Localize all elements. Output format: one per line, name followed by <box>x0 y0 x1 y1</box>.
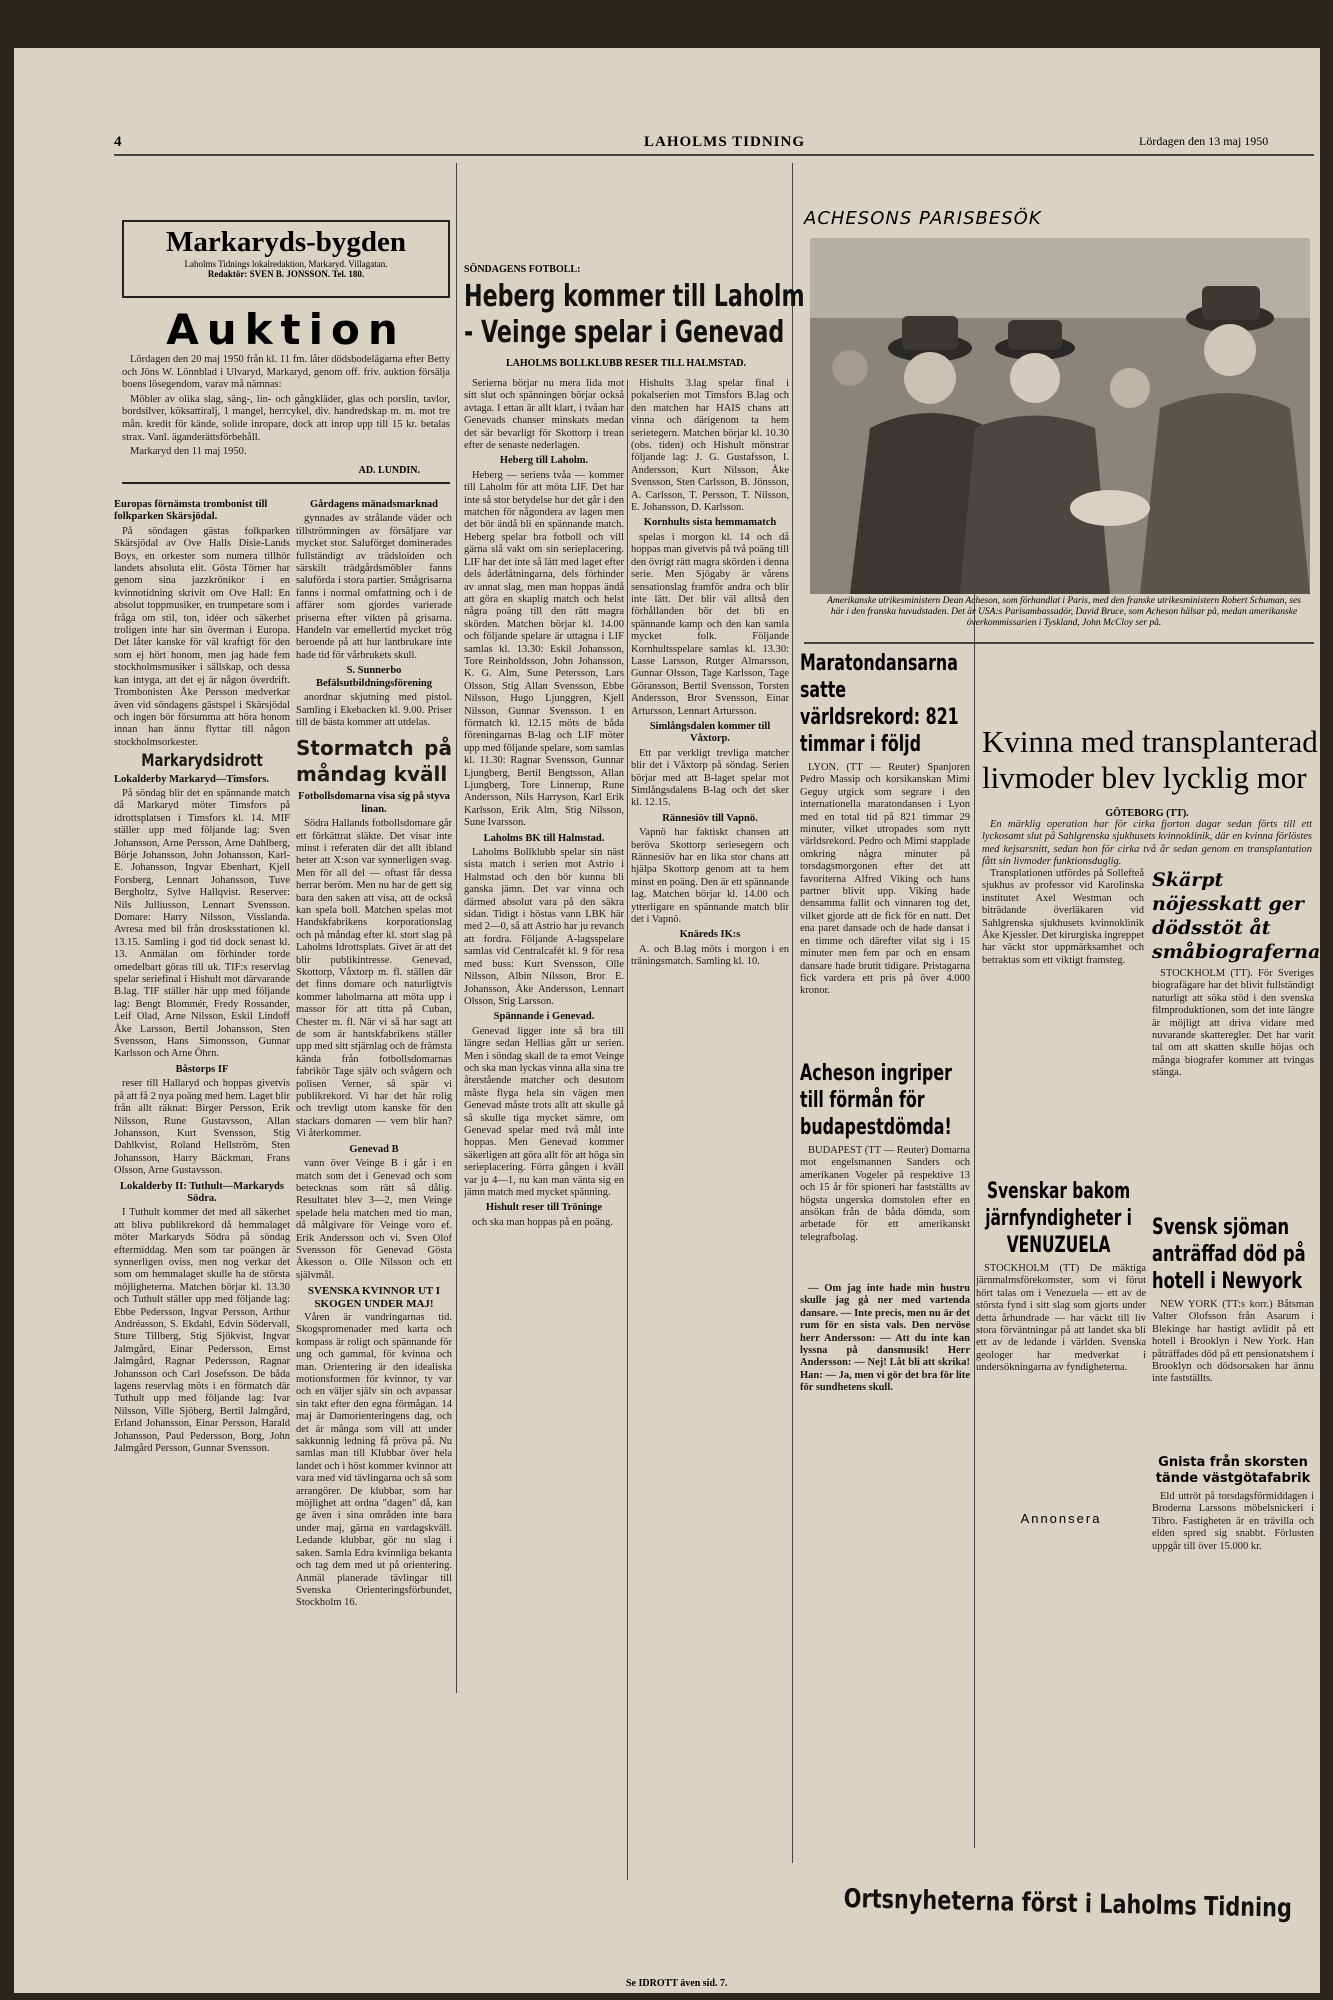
article-headline: Genevad B <box>349 1143 399 1155</box>
article-subhead: Kornhults sista hemmamatch <box>643 517 777 529</box>
auktion-date: Markaryd den 11 maj 1950. <box>130 446 247 458</box>
article-body: På söndagen gästas folkparken Skärsjödal av Ove Halls Disie-Lands Boys, en orkester som numera tillhör landets absoluta elit. Gösta Törner har genom sina jazzkrönikor i en kvinnotidning skrivit om Ove Hall: En absolut toppmusiker, en trumpetare som i fråga om stil, ton, idéer och säkerhet troligen inte har sin överman i Europa. Det låter kanske för väl kraftigt för den som ej hört honom, men jag hade fem stockholmsmusiker i sällskap, och dessa kan intyga, att det ej är någon överdrift. Trombonisten Åke Persson medverkar även vid söndagens gästspel i Skärsjödal och ingen bör försumma att höra honom innan han ännu flyttar till någon stockholmsorkester. <box>114 525 290 748</box>
section-editor: Redaktör: SVEN B. JONSSON. Tel. 180. <box>207 269 365 279</box>
article-body: spelas i morgon kl. 14 och då hoppas man givetvis på två poäng till den övrigt rätt magra skörden i denna serie. Men Sjögaby är vårens sensationslag framför andra och blir inte lätt. Det blir väl alltså den förhållanden bör det bli en spännande kamp och den kan samla mycket folk. Följande Kornhultsspelare samlas kl. 13.30: Lasse Larsson, Rutger Almarsson, Gunnar Olsson, Tage Karlsson, Tage Göransson, Bertil Svensson, Torsten Andersson, Bror Svensson, Einar Artursson, Lennart Artursson. <box>631 531 789 717</box>
article-body: och ska man hoppas på en poäng. <box>472 1216 613 1228</box>
article-body: anordnar skjutning med pistol. Samling i Ekebacken kl. 9.00. Priser till de bästa kommer att utdelas. <box>296 692 452 728</box>
transplant-lead <box>982 819 1312 869</box>
see-idrott-note: Se IDROTT även sid. 7. <box>626 1978 728 1989</box>
transplant-headline: Kvinna med transplanterad livmoder blev lycklig mor <box>982 724 1318 795</box>
column-2-text <box>296 496 452 1948</box>
football-headline-1: Heberg kommer till Laholm <box>464 279 805 314</box>
article-body: På söndag blir det en spännande match då Markaryd möter Timsfors på idrottsplatsen i Timsfors kl. 14. MIF ställer upp med följande lag: Sven Johansson, Arne Persson, Arne Dahlberg, Börje Johansson, John Johansson, Karl-E. Johansson, Ingvar Ebenhart, Kjell Forsberg, Lennart Johansson, Tuve Bergholtz, Sylve Hallqvist. Reserver: Nils Julliusson, Lennart Svensson. Domare: Harry Nilsson, Visslanda. Avresa med bil från drosksstationen kl. 13.15. Samling i god tid dock senast kl. 13. Anmälan om förhinder torde omedelbart göras till uk. TIF:s reservlag spelar seriefinal i Hishult mot därvarande B.lag. TIF ställer här upp med följande lag: Bengt Blommér, Fredy Rossander, Leif Olad, Arne Nilsson, Eskil Lindoff Åke Larsson, Bertil Johansson, Sten Svensson, Hans Simonsson, Gunnar Karlsson och Arne Öhrn. <box>114 787 290 1060</box>
article-body: Eld uttröt på torsdagsförmiddagen i Broderna Larssons möbelsnickeri i Tibro. Fastigheten är en trävilla och elden spred sig snabbt. Förlusten uppgår till över 15.000 kr. <box>1152 1491 1314 1552</box>
column-4 <box>631 378 789 1978</box>
section-header-box <box>122 220 450 298</box>
photo-caption: Amerikanske utrikesministern Dean Acheson, som förhandlat i Paris, med den franske utrikesministern Robert Schuman, ses här i den franska huvudstaden. Det är USA:s Parisambassadör, David Bruce, som Acheson hälsar på, medan amerikanske överkommissarien i Tyskland, John McCloy ser på. <box>827 596 1301 628</box>
article-body: LYON. (TT — Reuter) Spanjoren Pedro Massip och korsikanskan Mimi Geguy utgick som segrare i den internationella maratondansen i Lyon med en total tid på 821 timmar 29 minuter, vilket utropades som nytt världsrekord. Pedro och Mimi stapplade omkring några minuter på torsdagsmorgonen efter det att favoriterna Alfred Viking och hans partner blivit upp. Viking hade densamma fallit och vinnaren tog det, vilket gjorde att de fick för en natt. Det ena paret dansade och de hade dansat i en timme och därefter vilat sig i 15 minuter men fem par och en ensam dansare hade brutit tidigare. Pristagarna fick vardera ett pris på över 4.000 kronor. <box>800 762 970 997</box>
venezuela-article <box>976 1178 1146 1788</box>
marathon-text <box>800 762 970 1052</box>
venezuela-headline: Svenskar bakom järnfyndigheter i VENUZUELA <box>985 1179 1132 1258</box>
column-1-text <box>114 496 290 1948</box>
nojesskatt-text <box>1152 968 1314 1208</box>
humor-body: — Om jag inte hade min hustru skulle jag gå ner med vartenda dansare. — Inte precis, men nu är det rum för en sista vals. Den nervöse herr Andersson: — Att du inte kan lyssna på dansmusik! Herr Andersson: — Nej! Låt bli att skrika! Han: — Ja, men vi gör det bra för lite för sundhetens skull. <box>800 1283 970 1394</box>
venezuela-text <box>976 1263 1146 1503</box>
article-headline: S. Sunnerbo Befälsutbildningsförening <box>316 665 432 689</box>
page-number: 4 <box>114 134 122 150</box>
article-subhead: Spännande i Genevad. <box>493 1011 595 1023</box>
article-lead: En märklig operation har för cirka fjorton dagar sedan förts till ett lyckosamt slut på Sahlgrenska sjukhusets kvinnoklinik, där en kvinna förlöstes med kejsarsnitt, sedan hon för cirka två år sedan genom en transplantation fått sin livmoder funktionsduglig. <box>982 819 1312 868</box>
article-subhead: Heberg till Laholm. <box>499 455 589 467</box>
article-body: Södra Hallands fotbollsdomare går ett förkättrat släkte. Det visar inte minst i referaten där det allt ibland heter att X:son var synnerligen svag. Men för all del — oftast får dessa herrar beröm. Men nu har de gett sig bara den saken att visa, att de också kan spela boll. Matchen spelas mot Handskfabrikens korporationslag och på måndag efter kl. stort slag på Laholms Idrottsplats. Givet är att det blir publikintresse. Genevad, Skottorp, Våxtorp m. fl. ställen där det finns domare och naturligtvis kommer laholmarna att möta upp i massor för att titta på Cuban, Chester m. fl. När vi så har sagt att de som är hantskfabrikens ställer upp med sitt stjärnlag och de främsta kända från fotbollsdomarnas fabrikör Tage själv och svågern och polisen Verner, så spär vi publikrekord. Vi har det här rolig och trevligt utom kanske för den stackars domaren — vem blir han? Vi återkommer. <box>296 818 452 1140</box>
acheson-text <box>800 1145 970 1275</box>
article-headline: Gårdagens mänadsmarknad <box>309 499 439 510</box>
article-body: vann över Veinge B i går i en match som det i Genevad och som betecknas som rätt så dålig. Resultatet blev 3—2, men Veinge spelade hela matchen med tio man, då målgivare för Veinge voro ef. Erik Andersson och vi. Sven Olof Svensson för Genevad Gösta Åkesson o. Olle Nilsson och ett självmål. <box>296 1158 452 1281</box>
article-body: Genevad ligger inte så bra till längre sedan Hellias gått ur serien. Men i söndag skall de ta emot Veinge och ska man lyckas vinna alla sina tre återstående matcher och desutom måste flyga hela sin vägen men Genevad måste trots allt att skulle gå så skulle tiga mycket sämre, om Genevad spelar med två mål inte hoppas. Men Genevad kommer säkerligen att göra allt för att höga sin serieplacering. Förra gången i kväll var ju 4—1, nu kan man vänta sig en jämn match med mycket spänning. <box>464 1025 624 1198</box>
sjoman-headline: Svensk sjöman anträffad död på hotell i Newyork <box>1152 1215 1306 1294</box>
sjoman-text <box>1152 1299 1314 1449</box>
article-body: BUDAPEST (TT — Reuter) Domarna mot engelsmannen Sanders och amerikanen Vogeler på respektive 13 och 15 år för spioneri har fastställts av högsta ungerska domstolen efter en ansökan från de båda dömda, som arbetade för ett amerikanskt telegrafbolag. <box>800 1145 970 1243</box>
marathon-headline: Maratondansarna satte världsrekord: 821 timmar i följd <box>800 651 959 757</box>
article-body: Ett par verkligt trevliga matcher blir det i Våxtorp på söndag. Serien börjar med att B-laget spelar mot Simlångsdalens B-lag och det sker kl. 12.15. <box>631 747 789 809</box>
stormatch-headline: Stormatch på måndag kväll <box>296 736 452 787</box>
article-subhead: Båstorps IF <box>175 1063 229 1075</box>
auktion-signature: AD. LUNDIN. <box>358 465 420 476</box>
acheson-photo <box>810 238 1310 594</box>
footer-banner-wrap <box>844 1884 1314 1928</box>
football-headline-2: - Veinge spelar i Genevad <box>464 315 785 350</box>
column-2 <box>296 496 452 1993</box>
article-body: reser till Hallaryd och hoppas givetvis på att få 2 nya poäng med hem. Laget blir från allt räknat: Birger Persson, Erik Nilsson, Rune Gustavsson, Allan Johansson, Kurt Svensson, Stig Dahlkvist, Roland Hellström, Sten Johansson, Harry Bäckman, Frans Olsson, Arne Gustavsson. <box>114 1078 290 1177</box>
section-subtitle: Laholms Tidnings lokalredaktion, Markaryd. Villagatan. <box>184 259 388 269</box>
acheson-headline: Acheson ingriper till förmån för budapestdömda! <box>800 1061 952 1140</box>
auktion-ad <box>122 306 450 484</box>
column-rule <box>974 548 975 1848</box>
column-3 <box>464 378 624 1978</box>
column-3-text <box>464 378 624 1818</box>
paper-name: LAHOLMS TIDNING <box>644 134 806 150</box>
auktion-title: Auktion <box>166 305 406 354</box>
article-subhead: Lokalderby Markaryd—Timsfors. <box>114 773 269 785</box>
article-headline: Europas förnämsta trombonist till folkparken Skärsjödal. <box>114 499 268 523</box>
article-subhead: Knäreds IK:s <box>679 929 741 941</box>
article-body: Vapnö har faktiskt chansen att beröva Skottorp seriesegern och Rännesiöv har en lika stor chans att hjälpa Skottorp genom att ta hem minst en poäng. Den är ett spännande lag. Matchen börjar kl. 14.00 och ytterligare en spännande match blir det i Vapnö. <box>631 827 789 926</box>
section-title: Markaryds-bygden <box>165 226 407 258</box>
column-rule <box>456 163 457 1693</box>
article-subhead: Fotbollsdomarna visa sig på styva linan. <box>298 791 450 815</box>
article-body: Transplationen utfördes på Sollefteå sjukhus av professor vid Karolinska institutet Axel Westman och biträdande överläkaren vid Sahlgrenska sjukhusets kvinnoklinik Åke Kjessler. Det kirurgiska ingreppet har väckt stor uppmärksamhet och betraktas som ett viktigt framsteg. <box>982 868 1144 966</box>
article-subhead: Rännesiöv till Vapnö. <box>662 812 758 824</box>
article-subhead: Hishult reser till Tröninge <box>485 1202 603 1214</box>
article-subhead: Lokalderby II: Tuthult—Markaryds Södra. <box>120 1180 284 1204</box>
football-kicker: SÖNDAGENS FOTBOLL: <box>464 264 581 275</box>
article-body: STOCKHOLM (TT). För Sveriges biografägare har det blivit fullständigt naturligt att söka stöd i den svenska filmproduktionen, som det inte längre är möjligt att driva vidare med nuvarande skatteregler. Det har varit tal om att skatten skulle höjas och många biografer kommer att tvingas stänga. <box>1152 968 1314 1079</box>
article-body: NEW YORK (TT:s korr.) Båtsman Valter Olofsson från Asarum i Blekinge har hastigt avlidit på ett hotell i Brooklyn i New York. Han påträffades död på ett pensionatshem i Brooklyn och dödsorsaken har ännu inte fastställts. <box>1152 1299 1314 1385</box>
nojesskatt-headline: Skärpt nöjesskatt ger dödsstöt åt småbiograferna <box>1152 869 1320 963</box>
photo-kicker: ACHESONS PARISBESÖK <box>804 208 1042 229</box>
gnista-text <box>1152 1491 1314 1641</box>
article-body: Serierna börjar nu mera lida mot sitt slut och spänningen börjar också avtaga. I ettan är allt klart, i tvåan har Genevads chanser minskats medan det sär bevarligt för Skottorp i trean efter de senaste nederlagen. <box>464 378 624 452</box>
column-rule <box>627 380 628 1880</box>
article-headline: Markarydsidrott <box>141 751 263 772</box>
article-body: A. och B.lag möts i morgon i en träningsmatch. Samling kl. 10. <box>631 943 789 968</box>
footer-banner: Ortsnyheterna först i Laholms Tidning <box>843 1884 1293 1924</box>
auktion-paragraph: Möbler av olika slag, säng-, lin- och gångkläder, glas och porslin, tavlor, bordsilver, köksattiralj, 1 mangel, herrcykel, div. handredskap m. m. mot tre mån. kredit för kände, solide inropare, dock att inrop upp till 15 kr. betalas strax. Vanl. äganderättsförbehåll. <box>122 393 450 443</box>
article-body: Våren är vandringarnas tid. Skogspromenader med karta och kompass är roligt och spännande för ung och gammal, för kvinna och man. Orientering är den idealiska motionsformen för kvinnor, ty var och en väljer själv sin och avpassar sin takt efter den egna förmågan. 14 maj är Damorienteringens dag, och det är många som vill att under sakkunnig ledning få pröva på. Nu samlas man till Klubbar över hela landet och i höst kommer kvinnor att vara med vid tävlingarna och så som arrangörer. De klubbar, som har möjlighet att ordna "dagen" då, kan ge även i sina områden inte bara under maj, gärna en vardagskväll. Ledande klubbar, gör nu slag i saken. Samla Edra kvinnliga bekanta och tag dem med ut på orientering. Anmäl planerade tävlingar till Svenska Orienteringsförbundet, Stockholm 16. <box>296 1311 452 1609</box>
article-body: Heberg — seriens tvåa — kommer till Laholm för att möta LIF. Det har inte så stor betydelse hur det går i den matchen för någondera av lagen men det bör ändå bli en spännande match. Heberg spelar bra fotboll och vill gärna slå vakt om sin serieplacering. LIF har det inte så lätt med laget efter dels åderlåtningarna, dels förhinder av annat slag, men man hoppas ändå att göra en skaplig match och helst några poäng till den rätt magra skörden. Matchen börjar kl. 14.00 och följande spelare är uttagna i LIF samlas kl. 13.30: Eskil Johansson, Tore Reinholdsson, John Johansson, K. G. Alm, Sune Petersson, Lars Olsson, Stig Allan Svensson, Ebbe Nilsson, Hugo Ljunggren, Kjell Nilsson, Gunnar Svensson. I en förmatch kl. 12.15 möts de båda föreningarnas B-lag och LIF möter upp med följande spelare, som samlas kl. 11.30: Ragnar Svensson, Gunnar Ljungberg, Bertil Bengtsson, Allan Ljungberg, Tore Linnerup, Rune Andersson, Nils Harryson, Karl Erik Karlsson, Erik Alm, Stig Nilsson, Sune Ivarsson. <box>464 469 624 829</box>
issue-date: Lördagen den 13 maj 1950 <box>1139 134 1269 148</box>
gnista-headline: Gnista från skorsten tände västgötafabrik <box>1155 1455 1311 1486</box>
column-6b <box>1152 868 1320 1828</box>
newspaper-page <box>14 48 1320 1993</box>
article-body: Hishults 3.lag spelar final i pokalserien mot Timsfors B.lag och den matchen har HAIS chans att vinna och därigenom ta hem serietegern. Matchen börjar kl. 10.30 (obs. tiden) och Hishult mönstrar följande lag: J. G. Gustafsson, I. Andersson, Kurt Nilsson, Åke Svensson, Sten Carlsson, B. Jönsson, A. Carlsson, T. Persson, T. Nilsson, E. Johansson, D. Karlsson. <box>631 378 789 514</box>
article-body: I Tuthult kommer det med all säkerhet att bliva publikrekord då hemmalaget möter Markaryds Södra på söndag eftermiddag. Men som tar poängen är synnerligen oviss, men nog verkar det som om hemmalaget skulle ha de största möjligheterna. Matchen börjar kl. 13.30 och Tuthult ställer upp med följande lag: Ebbe Pedersson, Ingvar Persson, Arthur Andréasson, S. Ekdahl, Edvin Södervall, Sture Tillberg, Stig Sjökvist, Ingvar Jalmgård, Einar Pedersson, Ernst Jalmgård, Ragnar Pedersson, Ragnar Johansson och Carl Josefsson. De båda lagens reservlag möts i en förmatch där Tuthult upp med följande lag: Ivar Nilsson, Ville Sjöberg, Bertil Jalmgård, Erland Johansson, Einar Persson, Harald Johansson, Paul Pedersson, Borg, John Jalmgård Persson, Gunnar Svensson. <box>114 1207 290 1455</box>
transplant-headline-wrap <box>982 724 1320 804</box>
masthead-rule <box>114 154 1314 156</box>
auktion-body <box>122 354 450 461</box>
auktion-paragraph: Lördagen den 20 maj 1950 från kl. 11 fm. låter dödsbodelägarna efter Betty och Jöns W. Lönnblad i Ulvaryd, Markaryd, genom off. friv. auktion försälja boens lösegendom, varav må nämnas: <box>122 354 450 391</box>
column-1 <box>114 496 290 1993</box>
annonsera-label: Annonsera <box>1020 1511 1102 1526</box>
transplant-dateline: GÖTEBORG (TT). <box>1105 808 1189 819</box>
article-body: gynnades av strålande väder och tillströmningen av försäljare var mycket stor. Saluförget dominerades fullständigt av trädsloiden och särskilt trädgårdsmöbler fanns saluförda i stora partier. Smågrisarna fanns i normal omfattning och i de affärer som gjordes varierade priserna efter vikten på grisarna. Handeln var emellertid mycket trög beroende på att hur lantbrukare inte hade tid för vårbrukets skull. <box>296 513 452 661</box>
column-4-text <box>631 378 789 1788</box>
article-subhead: Simlångsdalen kommer till Våxtorp. <box>649 720 771 745</box>
column-5 <box>800 650 970 1810</box>
column-rule <box>792 163 793 1863</box>
article-subhead: Laholms BK till Halmstad. <box>483 832 605 844</box>
photo-rule <box>804 642 1314 644</box>
football-subhead: LAHOLMS BOLLKLUBB RESER TILL HALMSTAD. <box>506 358 746 369</box>
photo-image <box>810 238 1310 594</box>
article-headline: SVENSKA KVINNOR UT I SKOGEN UNDER MAJ! <box>307 1285 441 1310</box>
humor-text <box>800 1283 970 1423</box>
article-body: Laholms Bollklubb spelar sin näst sista match i serien mot Astrio i Halmstad och den bör kunna bli ganska jämn. Det var vinna och därmed absolut vara på den säkra sidan. Tidigt i höstas vann LBK här med 2—0, så att Astrio har ju revanch att fordra. Följande A-lagsspelare samlas vid Centralcafét kl. 9 för resa med buss: Kurt Svensson, Olle Nilsson, Albin Nilsson, Bror E. Johansson, Åke Andersson, Lennart Olsson, Stig Larsson. <box>464 847 624 1007</box>
article-body: STOCKHOLM (TT) De mäktiga järnmalmsförekomster, som vi förut hört talas om i Venezuela — ett av de största fynd i sitt slag som gjorts under detta århundrade — har väckt till liv stora förväntningar på att landet ska bli ett av de ledande i världen. Svenska geologer har medverkat i undersökningarna av fyndigheterna. <box>976 1263 1146 1374</box>
